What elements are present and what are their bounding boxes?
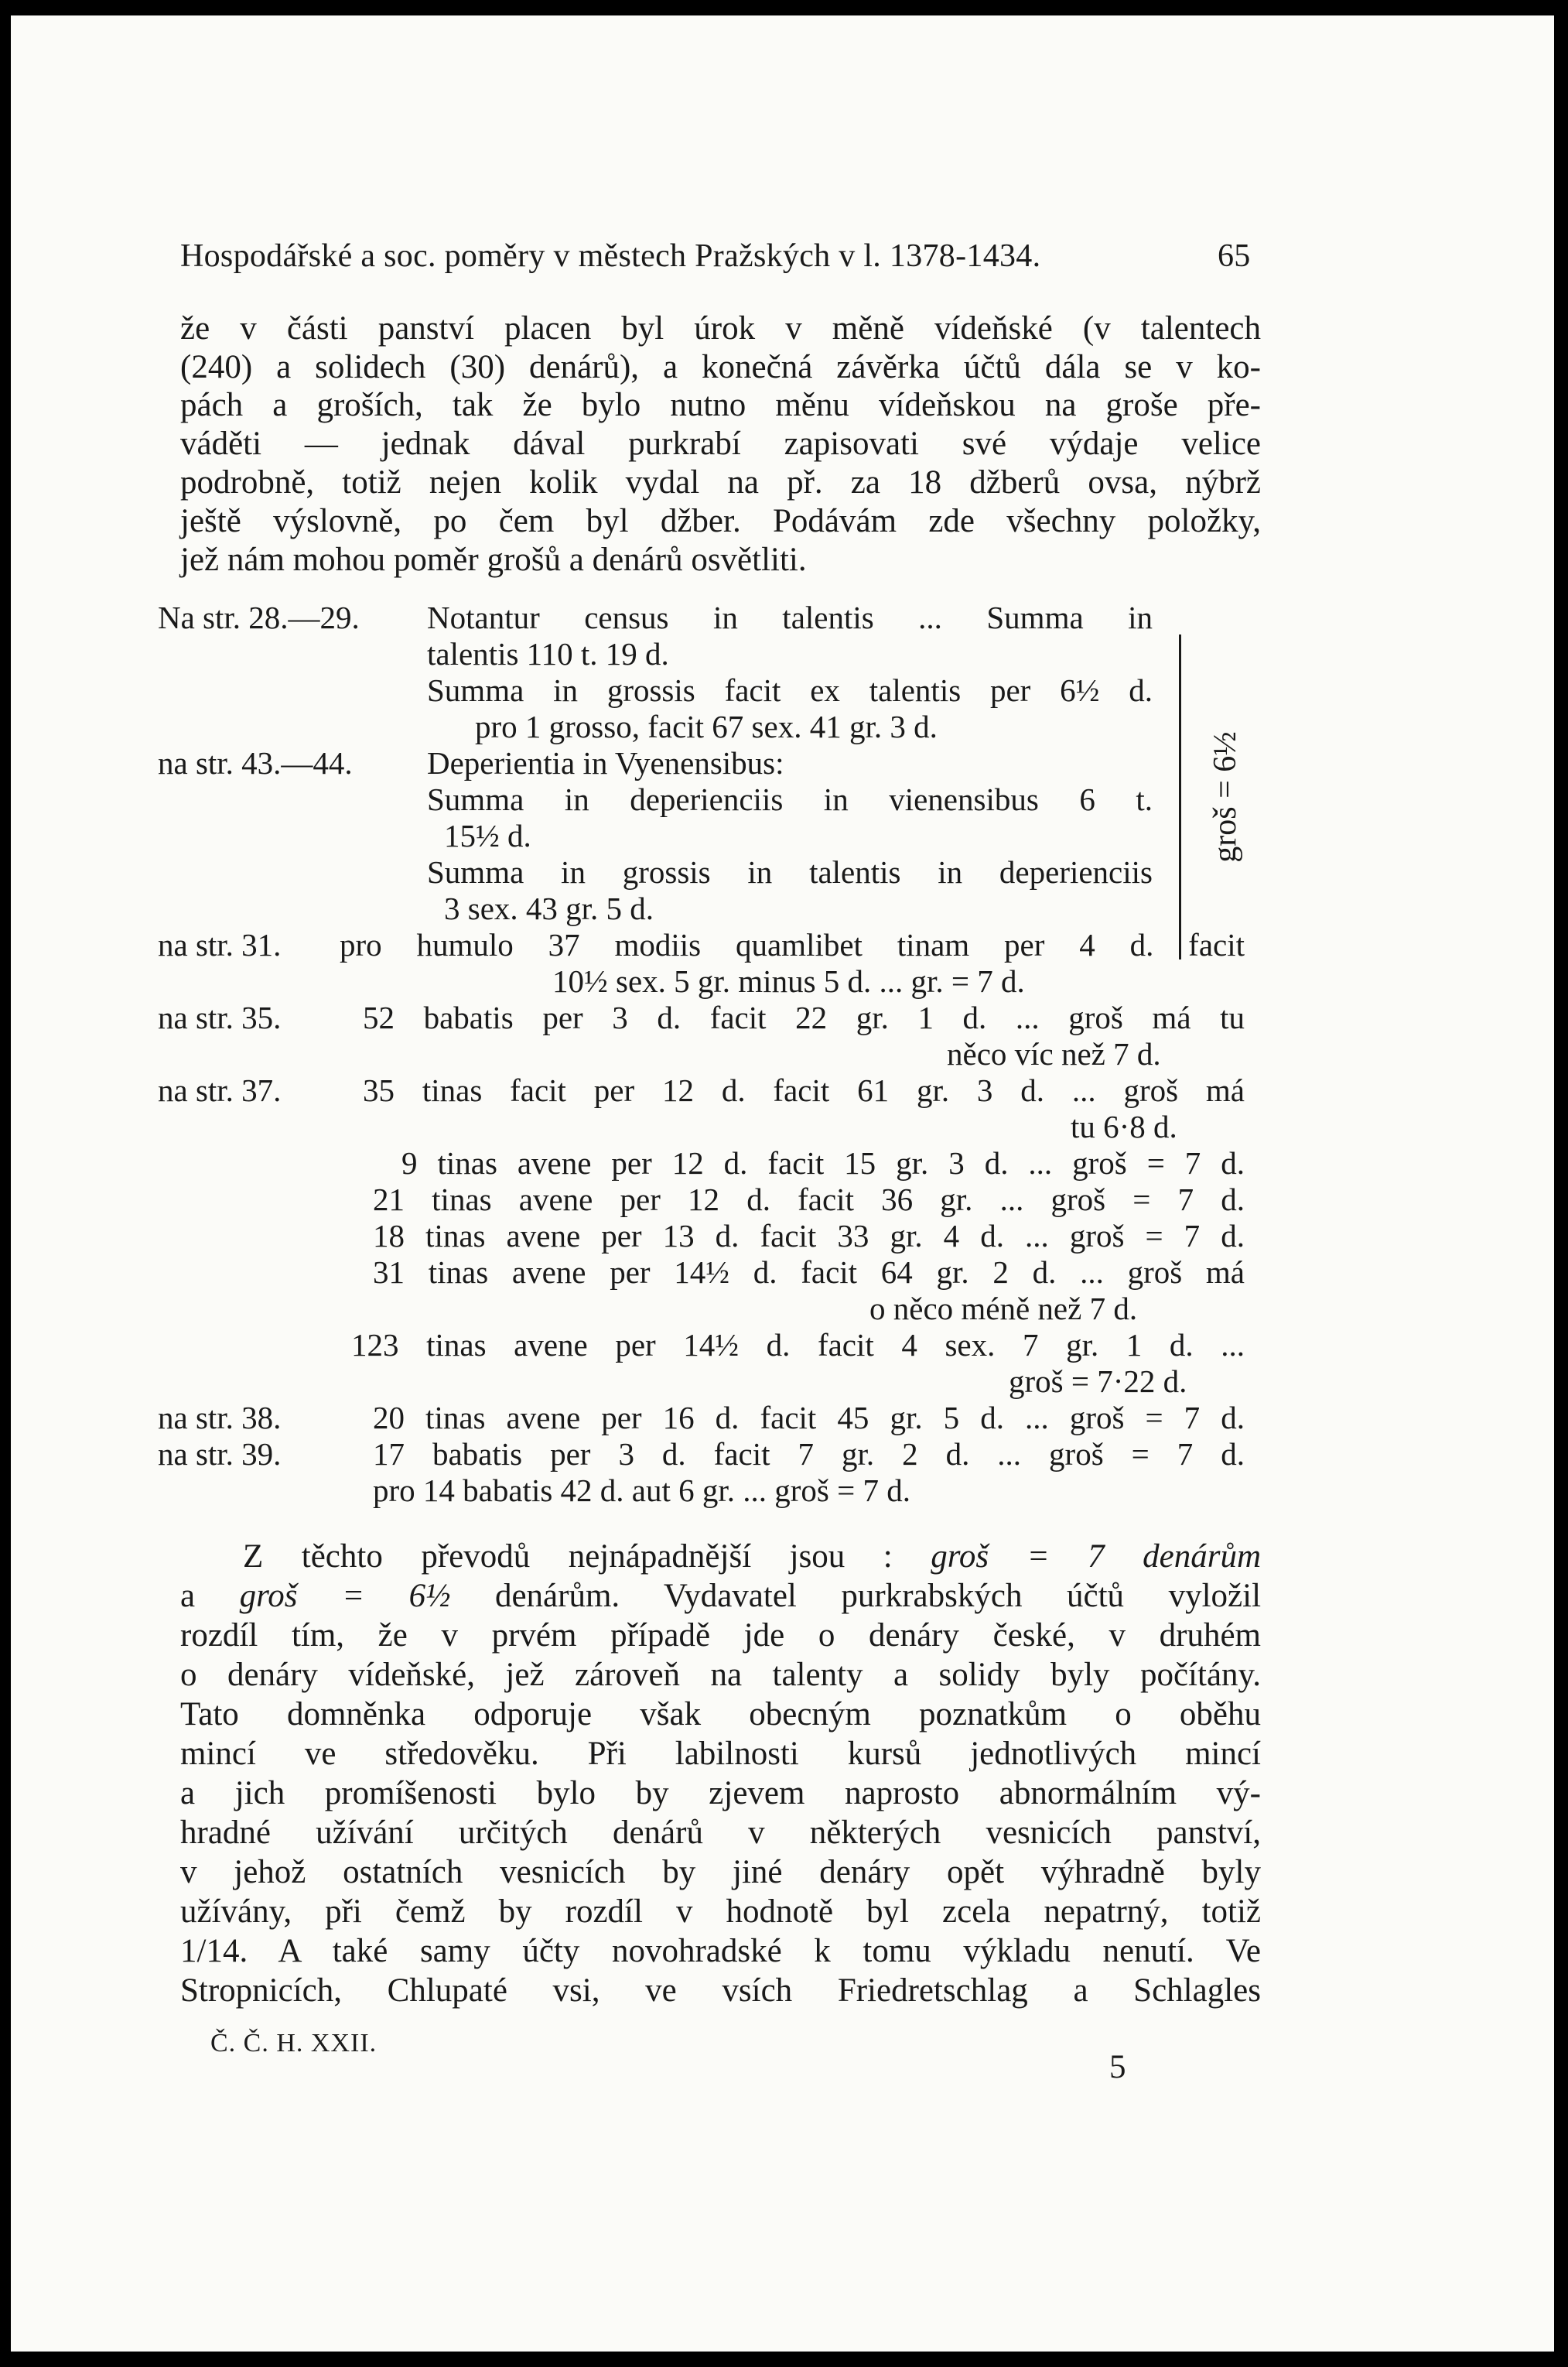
- conclusion-line: Tato domněnka odporuje však obecným poznatkům o oběhu: [180, 1696, 1261, 1732]
- entry-text: tu 6·8 d.: [1071, 1109, 1177, 1144]
- page-number: 65: [1218, 238, 1251, 274]
- signature-mark: Č. Č. H. XXII.: [210, 2029, 377, 2057]
- entry-label: na str. 39.: [158, 1436, 282, 1472]
- entry-text: 35 tinas facit per 12 d. facit 61 gr. 3 d. ... groš má: [363, 1072, 1245, 1108]
- entry-text: Summa in grossis in talentis in deperienciis: [427, 854, 1153, 890]
- conclusion-line: 1/14. A také samy účty novohradské k tomu výkladu nenutí. Ve: [180, 1933, 1261, 1969]
- entry-text: 17 babatis per 3 d. facit 7 gr. 2 d. ... groš = 7 d.: [373, 1436, 1245, 1472]
- intro-line: že v části panství placen byl úrok v měně vídeňské (v talentech: [180, 310, 1261, 347]
- entry-text: 123 tinas avene per 14½ d. facit 4 sex. 7 gr. 1 d. ...: [351, 1327, 1245, 1363]
- entry-text: 10½ sex. 5 gr. minus 5 d. ... gr. = 7 d.: [552, 963, 1025, 999]
- conclusion-line: užívány, při čemž by rozdíl v hodnotě byl zcela nepatrný, totiž: [180, 1893, 1261, 1930]
- entry-text: 9 tinas avene per 12 d. facit 15 gr. 3 d. ... groš = 7 d.: [401, 1145, 1245, 1181]
- entry-label: na str. 38.: [158, 1400, 282, 1435]
- page-sheet: [11, 15, 1554, 2352]
- entry-text: 31 tinas avene per 14½ d. facit 64 gr. 2 d. ... groš má: [373, 1254, 1245, 1290]
- brace-note: groš = 6½: [1208, 731, 1243, 863]
- conclusion-line: rozdíl tím, že v prvém případě jde o denáry české, v druhém: [180, 1617, 1261, 1654]
- conclusion-line: a jich promíšenosti bylo by zjevem naprosto abnormálním vý-: [180, 1775, 1261, 1811]
- entry-text: Deperientia in Vyenensibus:: [427, 745, 784, 781]
- conclusion-italic: groš = 7 denárům: [931, 1538, 1262, 1575]
- entry-text: něco víc než 7 d.: [947, 1036, 1161, 1072]
- conclusion-italic: groš = 6½: [239, 1578, 451, 1614]
- entry-text: o něco méně než 7 d.: [869, 1291, 1138, 1326]
- sheet-number: 5: [1109, 2049, 1126, 2085]
- intro-line: váděti — jednak dával purkrabí zapisovati své výdaje velice: [180, 426, 1261, 462]
- entry-label: na str. 37.: [158, 1072, 282, 1108]
- intro-line: jež nám mohou poměr grošů a denárů osvětliti.: [180, 542, 807, 578]
- entry-text: groš = 7·22 d.: [1009, 1363, 1187, 1399]
- entry-text: 18 tinas avene per 13 d. facit 33 gr. 4 d. ... groš = 7 d.: [373, 1218, 1245, 1254]
- conclusion-line: mincí ve středověku. Při labilnosti kursů jednotlivých mincí: [180, 1736, 1261, 1772]
- entry-text: Notantur census in talentis ... Summa in: [427, 600, 1153, 635]
- entry-label: na str. 43.—44.: [158, 745, 353, 781]
- conclusion-line: o denáry vídeňské, jež zároveň na talenty a solidy byly počítány.: [180, 1657, 1261, 1693]
- entry-text: 3 sex. 43 gr. 5 d.: [444, 891, 654, 926]
- conclusion-line: [243, 1540, 1261, 1573]
- conclusion-line: hradné užívání určitých denárů v některých vesnicích panství,: [180, 1815, 1261, 1851]
- entry-text: 52 babatis per 3 d. facit 22 gr. 1 d. ... groš má tu: [363, 1000, 1245, 1035]
- intro-line: (240) a solidech (30) denárů), a konečná závěrka účtů dála se v ko-: [180, 349, 1261, 385]
- conclusion-line: v jehož ostatních vesnicích by jiné denáry opět výhradně byly: [180, 1854, 1261, 1890]
- entry-text: talentis 110 t. 19 d.: [427, 636, 669, 672]
- entry-text: 20 tinas avene per 16 d. facit 45 gr. 5 d. ... groš = 7 d.: [373, 1400, 1245, 1435]
- entry-text: Summa in grossis facit ex talentis per 6½ d.: [427, 672, 1153, 708]
- intro-line: pách a groších, tak že bylo nutno měnu vídeňskou na groše pře-: [180, 387, 1261, 423]
- entry-label: na str. 35.: [158, 1000, 282, 1035]
- entry-label: na str. 31.: [158, 927, 282, 963]
- brace: [1168, 635, 1181, 959]
- entry-text: pro humulo 37 modiis quamlibet tinam per 4 d. facit: [340, 927, 1245, 963]
- entry-text: 21 tinas avene per 12 d. facit 36 gr. ... groš = 7 d.: [373, 1182, 1245, 1217]
- entry-label: Na str. 28.—29.: [158, 600, 360, 635]
- conclusion-line: [180, 1579, 1261, 1613]
- conclusion-text: a: [180, 1578, 196, 1614]
- conclusion-text: denárům. Vydavatel purkrabských účtů vyložil: [494, 1578, 1262, 1614]
- entry-text: pro 1 grosso, facit 67 sex. 41 gr. 3 d.: [475, 709, 938, 744]
- entry-text: 15½ d.: [444, 818, 531, 853]
- conclusion-text: Z těchto převodů nejnápadnější jsou :: [243, 1538, 893, 1575]
- intro-line: ještě výslovně, po čem byl džber. Podávám zde všechny položky,: [180, 503, 1261, 539]
- running-header: Hospodářské a soc. poměry v městech Pražských v l. 1378-1434.: [180, 238, 1041, 274]
- intro-line: podrobně, totiž nejen kolik vydal na př. za 18 džberů ovsa, nýbrž: [180, 464, 1261, 501]
- conclusion-line: Stropnicích, Chlupaté vsi, ve vsích Friedretschlag a Schlagles: [180, 1972, 1261, 2009]
- entry-text: Summa in deperienciis in vienensibus 6 t.: [427, 782, 1153, 817]
- entry-text: pro 14 babatis 42 d. aut 6 gr. ... groš = 7 d.: [373, 1473, 910, 1508]
